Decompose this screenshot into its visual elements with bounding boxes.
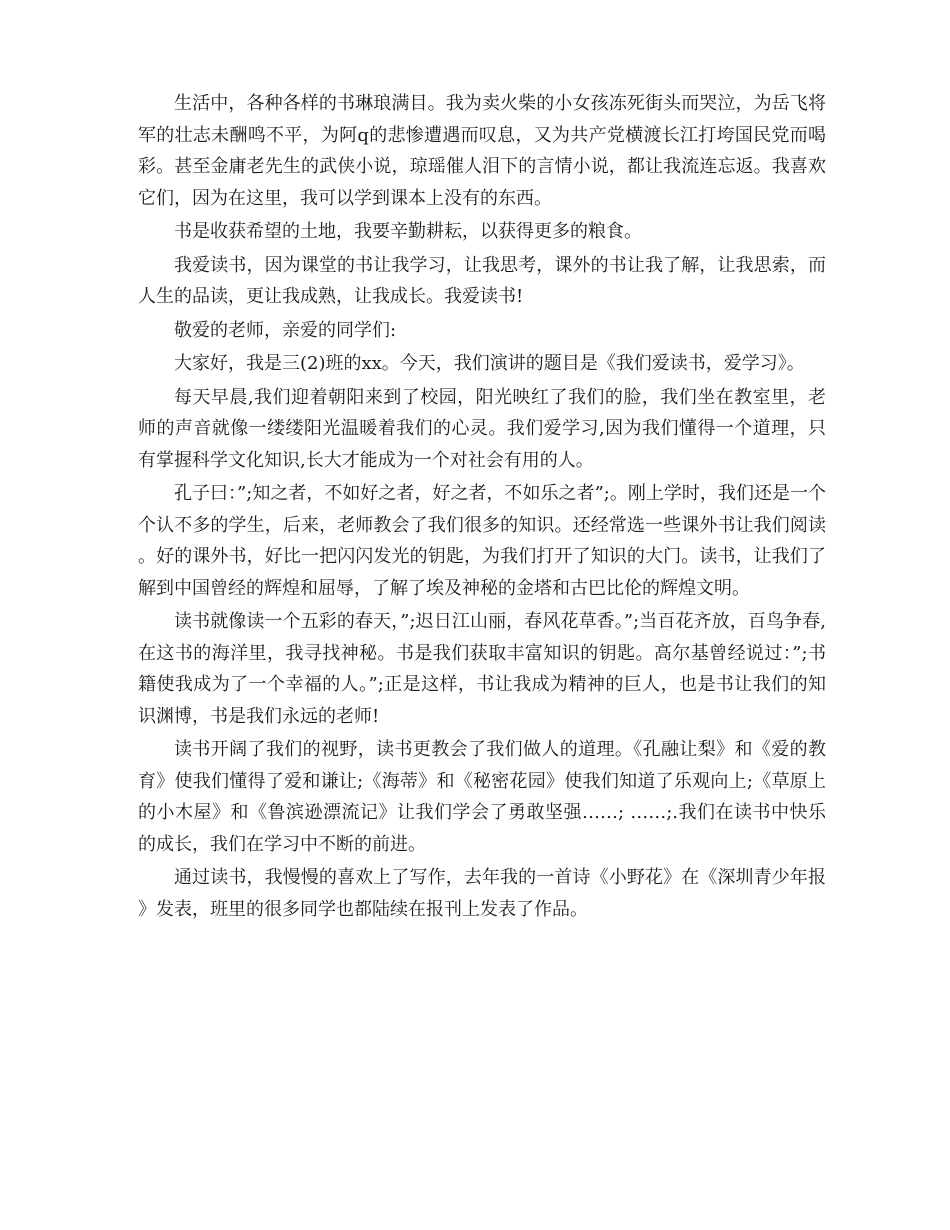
paragraph-colorful-spring: 读书就像读一个五彩的春天，”;迟日江山丽，春风花草香。”;当百花齐放，百鸟争春,在这书的海洋里，我寻找神秘。书是我们获取丰富知识的钥匙。高尔基曾经说过：”;书籍使我成为了一个幸福的人。”;正是这样，书让我成为精神的巨人，也是书让我们的知识渊博，书是我们永远的老师! — [138, 611, 826, 727]
paragraph-salutation: 敬爱的老师，亲爱的同学们: — [174, 319, 397, 341]
paragraph-speech-intro: 大家好，我是三(2)班的xx。今天，我们演讲的题目是《我们爱读书，爱学习》。 — [174, 353, 805, 374]
paragraph-books-everywhere: 生活中，各种各样的书琳琅满目。我为卖火柴的小女孩冻死街头而哭泣，为岳飞将军的壮志未酬鸣不平，为阿q的悲惨遭遇而叹息，又为共产党横渡长江打垮国民党而喝彩。甚至金庸老先生的武侠小说，琼瑶催人泪下的言情小说，都让我流连忘返。我喜欢它们，因为在这里，我可以学到课本上没有的东西。 — [138, 93, 826, 209]
paragraph-i-love-reading: 我爱读书，因为课堂的书让我学习，让我思考，课外的书让我了解，让我思索，而人生的品读，更让我成熟，让我成长。我爱读书! — [138, 254, 826, 307]
paragraph-writing: 通过读书，我慢慢的喜欢上了写作，去年我的一首诗《小野花》在《深圳青少年报》发表，班里的很多同学也都陆续在报刊上发表了作品。 — [138, 867, 826, 920]
paragraph-confucius: 孔子曰：”;知之者，不如好之者，好之者，不如乐之者”;。刚上学时，我们还是一个个认不多的学生，后来，老师教会了我们很多的知识。还经常选一些课外书让我们阅读。好的课外书，好比一把闪闪发光的钥匙，为我们打开了知识的大门。读书，让我们了解到中国曾经的辉煌和屈辱，了解了埃及神秘的金塔和古巴比伦的辉煌文明。 — [138, 483, 826, 599]
paragraph-broaden-horizons: 读书开阔了我们的视野，读书更教会了我们做人的道理。《孔融让梨》和《爱的教育》使我们懂得了爱和谦让;《海蒂》和《秘密花园》使我们知道了乐观向上;《草原上的小木屋》和《鲁滨逊漂流记》让我们学会了勇敢坚强……; ……;.我们在读书中快乐的成长，我们在学习中不断的前进。 — [138, 739, 826, 855]
document-body — [138, 88, 826, 927]
paragraph-books-land: 书是收获希望的土地，我要辛勤耕耘，以获得更多的粮食。 — [174, 221, 642, 242]
paragraph-every-morning: 每天早晨,我们迎着朝阳来到了校园，阳光映红了我们的脸，我们坐在教室里，老师的声音就像一缕缕阳光温暖着我们的心灵。我们爱学习,因为我们懂得一个道理，只有掌握科学文化知识,长大才能成为一个对社会有用的人。 — [138, 386, 826, 471]
